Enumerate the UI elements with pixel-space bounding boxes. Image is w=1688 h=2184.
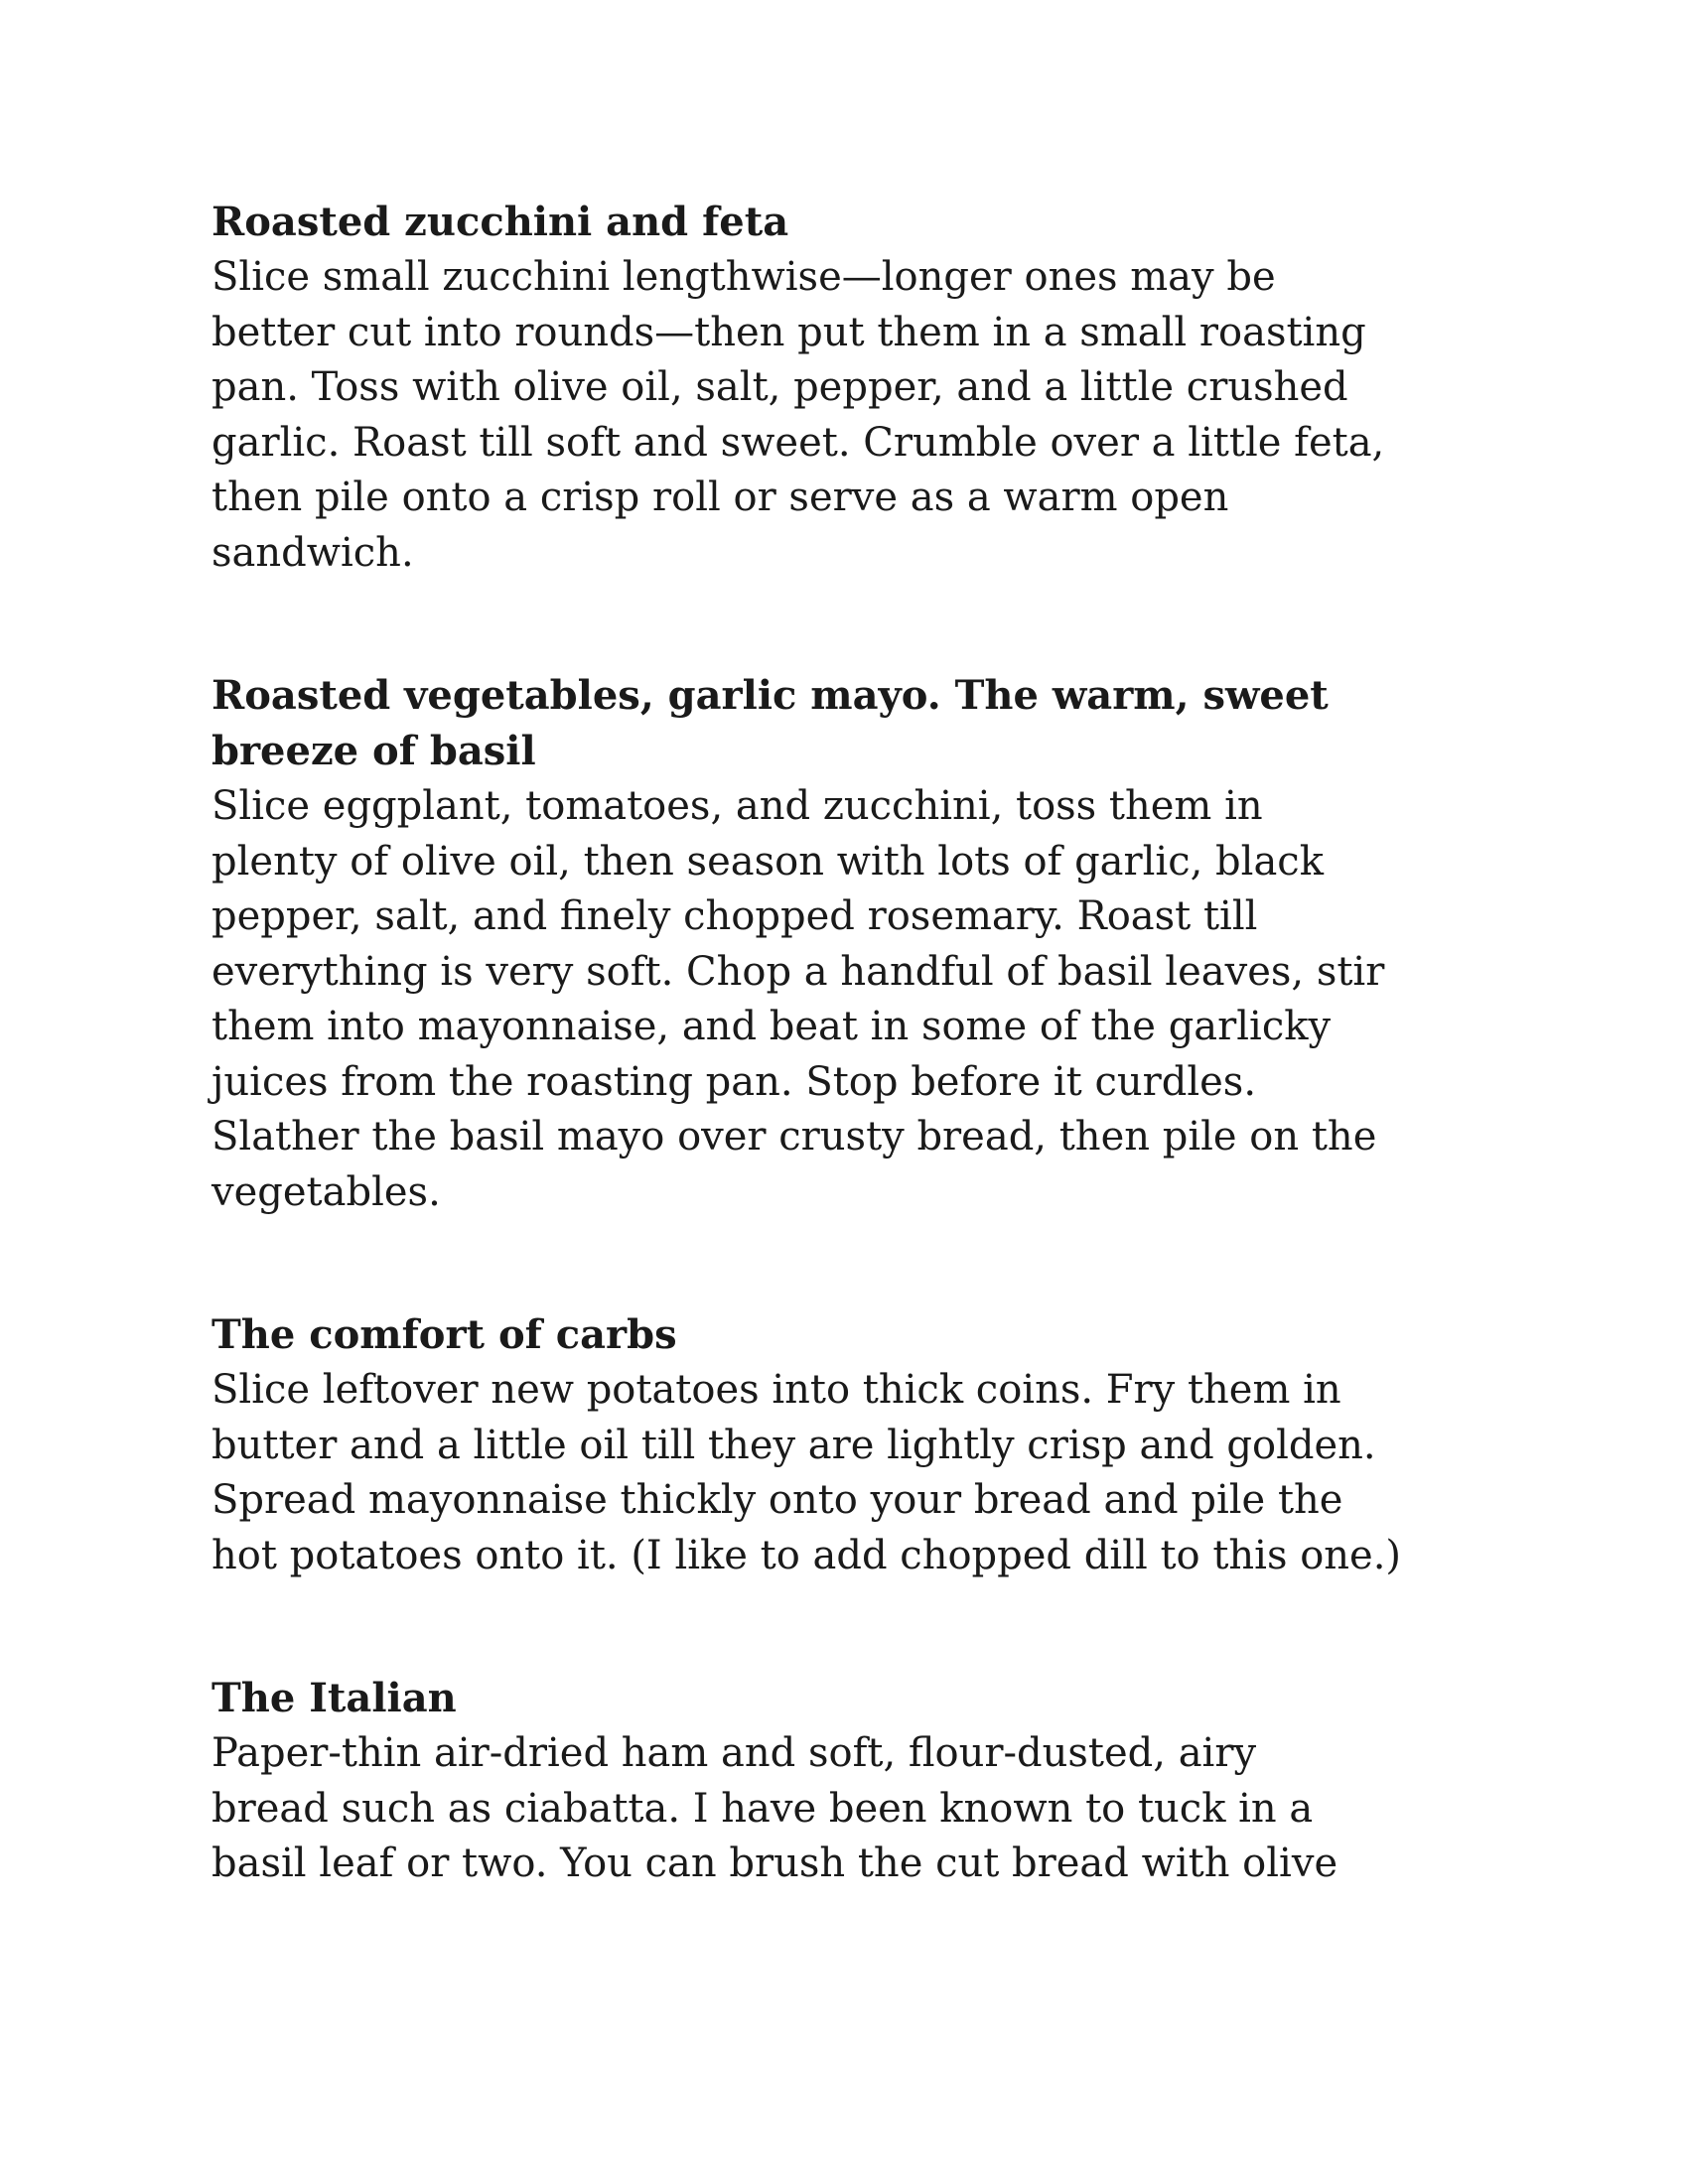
recipe-body bbox=[211, 779, 1502, 1220]
body-line: Slather the basil mayo over crusty bread, then pile on the bbox=[211, 1114, 1377, 1160]
recipe-the-italian bbox=[211, 1671, 1502, 1892]
title-line: The Italian bbox=[211, 1675, 457, 1721]
recipe-body bbox=[211, 1726, 1502, 1892]
body-line: butter and a little oil till they are lightly crisp and golden. bbox=[211, 1422, 1376, 1468]
recipe-zucchini-feta bbox=[211, 195, 1502, 581]
body-line: bread such as ciabatta. I have been known to tuck in a bbox=[211, 1785, 1314, 1832]
body-line: everything is very soft. Chop a handful of basil leaves, stir bbox=[211, 948, 1385, 995]
body-line: vegetables. bbox=[211, 1168, 441, 1215]
body-line: basil leaf or two. You can brush the cut bread with olive bbox=[211, 1841, 1338, 1886]
recipe-title bbox=[211, 195, 1502, 250]
recipe-body bbox=[211, 250, 1502, 581]
recipe-title bbox=[211, 1671, 1502, 1726]
body-line: hot potatoes onto it. (I like to add chopped dill to this one.) bbox=[211, 1532, 1402, 1578]
body-line: pepper, salt, and finely chopped rosemary. Roast till bbox=[211, 893, 1258, 939]
body-line: Slice eggplant, tomatoes, and zucchini, toss them in bbox=[211, 783, 1263, 829]
title-line: breeze of basil bbox=[211, 728, 536, 774]
body-line: better cut into rounds—then put them in a small roasting bbox=[211, 309, 1366, 355]
body-line: garlic. Roast till soft and sweet. Crumble over a little feta, bbox=[211, 419, 1385, 466]
title-line: The comfort of carbs bbox=[211, 1311, 677, 1358]
body-line: Spread mayonnaise thickly onto your bread and pile the bbox=[211, 1477, 1343, 1523]
body-line: Slice small zucchini lengthwise—longer ones may be bbox=[211, 254, 1276, 300]
recipe-comfort-of-carbs bbox=[211, 1307, 1502, 1583]
body-line: Slice leftover new potatoes into thick coins. Fry them in bbox=[211, 1367, 1341, 1413]
body-line: Paper-thin air-dried ham and soft, flour-dusted, airy bbox=[211, 1730, 1257, 1776]
body-line: plenty of olive oil, then season with lots of garlic, black bbox=[211, 838, 1324, 885]
recipe-body bbox=[211, 1363, 1502, 1583]
recipe-title bbox=[211, 668, 1502, 779]
recipe-roasted-vegetables bbox=[211, 668, 1502, 1220]
body-line: sandwich. bbox=[211, 529, 414, 576]
title-line: Roasted zucchini and feta bbox=[211, 199, 789, 245]
document-page bbox=[211, 195, 1502, 1892]
recipe-title bbox=[211, 1307, 1502, 1363]
title-line: Roasted vegetables, garlic mayo. The warm, sweet bbox=[211, 672, 1329, 719]
body-line: juices from the roasting pan. Stop before it curdles. bbox=[211, 1058, 1257, 1105]
body-line: them into mayonnaise, and beat in some of the garlicky bbox=[211, 1004, 1332, 1049]
body-line: then pile onto a crisp roll or serve as a warm open bbox=[211, 475, 1229, 520]
body-line: pan. Toss with olive oil, salt, pepper, and a little crushed bbox=[211, 364, 1348, 410]
